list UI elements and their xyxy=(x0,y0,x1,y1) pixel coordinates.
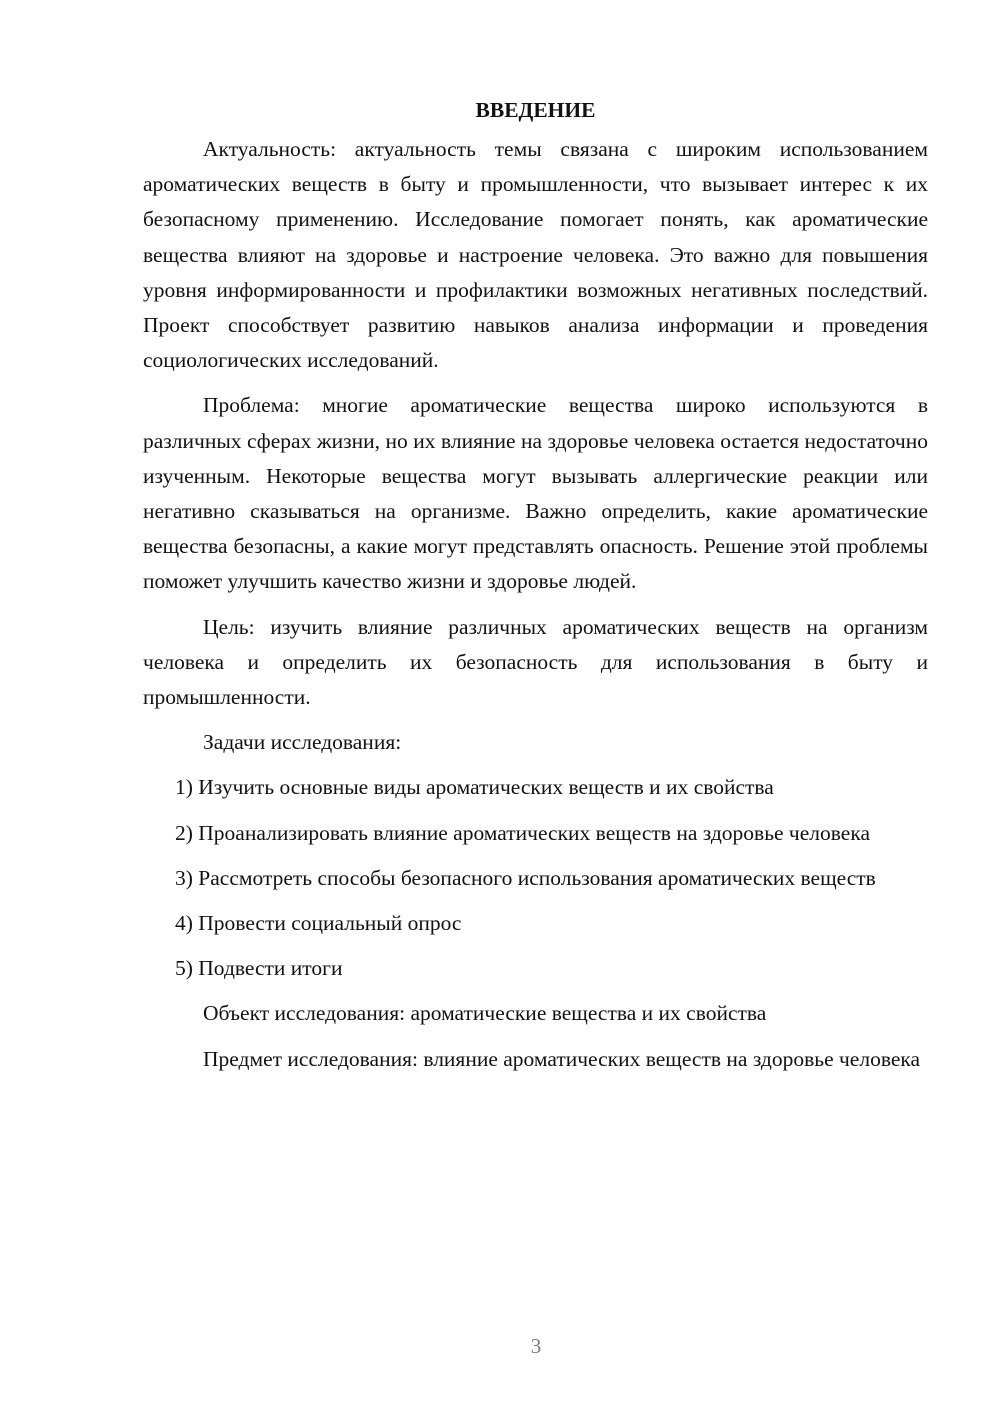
page-content xyxy=(143,96,928,1087)
task-item-2: 2) Проанализировать влияние ароматических веществ на здоровье человека xyxy=(175,820,870,845)
task-item-4: 4) Провести социальный опрос xyxy=(175,911,462,936)
tasks-list xyxy=(143,770,928,986)
research-object-paragraph: Объект исследования: ароматические вещества и их свойства xyxy=(203,1001,767,1026)
page-number: 3 xyxy=(530,1334,542,1358)
task-item-1: 1) Изучить основные виды ароматических веществ и их свойства xyxy=(175,775,774,800)
section-title: ВВЕДЕНИЕ xyxy=(475,98,596,122)
research-subject-paragraph: Предмет исследования: влияние ароматических веществ на здоровье человека xyxy=(203,1046,921,1071)
goal-paragraph: Цель: изучить влияние различных ароматических веществ на организм человека и определить их безопасность для использования в быту и промышленности. xyxy=(143,614,928,710)
tasks-heading: Задачи исследования: xyxy=(203,730,402,755)
problem-paragraph: Проблема: многие ароматические вещества широко используются в различных сферах жизни, но их влияние на здоровье человека остается недостаточно изученным. Некоторые вещества могут вызывать аллергические реакции или негативно сказываться на организме. Важно определить, какие ароматические вещества безопасны, а какие могут представлять опасность. Решение этой проблемы поможет улучшить качество жизни и здоровье людей. xyxy=(143,393,928,594)
relevance-paragraph: Актуальность: актуальность темы связана с широким использованием ароматических веществ в быту и промышленности, что вызывает интерес к их безопасному применению. Исследование помогает понять, как ароматические вещества влияют на здоровье и настроение человека. Это важно для повышения уровня информированности и профилактики возможных негативных последствий. Проект способствует развитию навыков анализа информации и проведения социологических исследований. xyxy=(143,137,928,373)
task-item-3: 3) Рассмотреть способы безопасного использования ароматических веществ xyxy=(175,865,876,890)
task-item-5: 5) Подвести итоги xyxy=(175,956,343,981)
